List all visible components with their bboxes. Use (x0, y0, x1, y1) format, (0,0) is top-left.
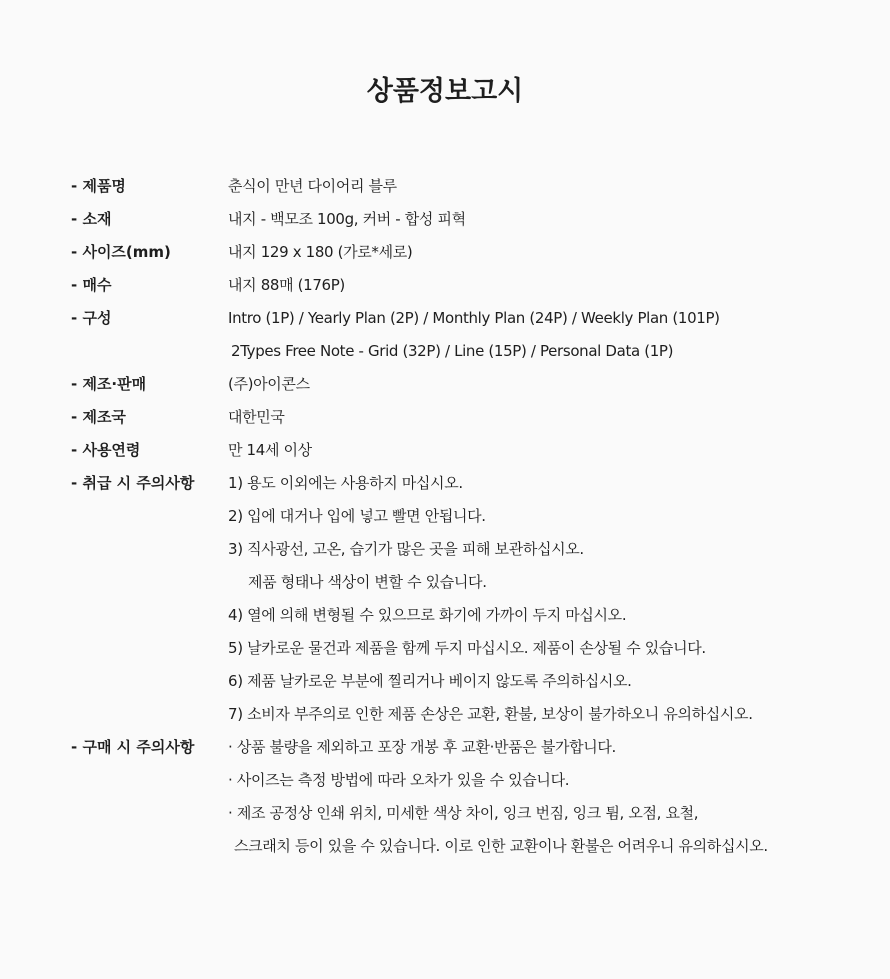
caution-item: 제품 형태나 색상이 변할 수 있습니다. (248, 573, 487, 591)
info-values (228, 434, 871, 467)
info-label: - 취급 시 주의사항 (71, 474, 195, 492)
info-value: Intro (1P) / Yearly Plan (2P) / Monthly Plan (24P) / Weekly Plan (101P) (228, 309, 720, 327)
info-row-sheets (71, 269, 871, 302)
info-label: - 사이즈(mm) (71, 243, 171, 261)
info-values (228, 302, 871, 368)
info-values (228, 401, 871, 434)
info-row-age (71, 434, 871, 467)
info-label: - 구매 시 주의사항 (71, 738, 195, 756)
info-value: 내지 - 백모조 100g, 커버 - 합성 피혁 (228, 210, 466, 228)
caution-item: 3) 직사광선, 고온, 습기가 많은 곳을 피해 보관하십시오. (228, 540, 584, 558)
info-row-country (71, 401, 871, 434)
info-value: 대한민국 (228, 408, 285, 426)
info-values (228, 236, 871, 269)
info-label: - 제조국 (71, 408, 126, 426)
info-values (228, 269, 871, 302)
info-values (228, 731, 871, 863)
caution-item: · 사이즈는 측정 방법에 따라 오차가 있을 수 있습니다. (228, 771, 570, 789)
page-title: 상품정보고시 (366, 76, 524, 107)
info-label: - 사용연령 (71, 441, 141, 459)
info-value: 만 14세 이상 (228, 441, 312, 459)
info-label: - 구성 (71, 309, 112, 327)
caution-item: · 상품 불량을 제외하고 포장 개봉 후 교환·반품은 불가합니다. (228, 738, 616, 756)
info-value: 내지 129 x 180 (가로*세로) (228, 243, 413, 261)
info-row-handling-cautions (71, 467, 871, 731)
product-info-list (71, 170, 871, 863)
caution-item: 2) 입에 대거나 입에 넣고 빨면 안됩니다. (228, 507, 486, 525)
info-row-manufacturer (71, 368, 871, 401)
caution-item: 4) 열에 의해 변형될 수 있으므로 화기에 가까이 두지 마십시오. (228, 606, 627, 624)
caution-item: 6) 제품 날카로운 부분에 찔리거나 베이지 않도록 주의하십시오. (228, 672, 632, 690)
info-row-product-name (71, 170, 871, 203)
info-row-purchase-cautions (71, 731, 871, 863)
info-row-material (71, 203, 871, 236)
info-values (228, 368, 871, 401)
info-label: - 매수 (71, 276, 112, 294)
info-value: (주)아이콘스 (228, 375, 310, 393)
info-value: 내지 88매 (176P) (228, 276, 345, 294)
info-values (228, 467, 871, 731)
caution-item: 1) 용도 이외에는 사용하지 마십시오. (228, 474, 463, 492)
info-value: 2Types Free Note - Grid (32P) / Line (15P) / Personal Data (1P) (231, 342, 674, 360)
caution-item: 5) 날카로운 물건과 제품을 함께 두지 마십시오. 제품이 손상될 수 있습니다. (228, 639, 706, 657)
info-label: - 제품명 (71, 177, 126, 195)
caution-item: 스크래치 등이 있을 수 있습니다. 이로 인한 교환이나 환불은 어려우니 유의하십시오. (234, 837, 768, 855)
info-label: - 소재 (71, 210, 112, 228)
info-label: - 제조·판매 (71, 375, 147, 393)
info-row-composition (71, 302, 871, 368)
info-values (228, 203, 871, 236)
caution-item: 7) 소비자 부주의로 인한 제품 손상은 교환, 환불, 보상이 불가하오니 유의하십시오. (228, 705, 753, 723)
caution-item: · 제조 공정상 인쇄 위치, 미세한 색상 차이, 잉크 번짐, 잉크 튐, 오점, 요철, (228, 804, 699, 822)
info-values (228, 170, 871, 203)
info-row-size (71, 236, 871, 269)
info-value: 춘식이 만년 다이어리 블루 (228, 177, 397, 195)
